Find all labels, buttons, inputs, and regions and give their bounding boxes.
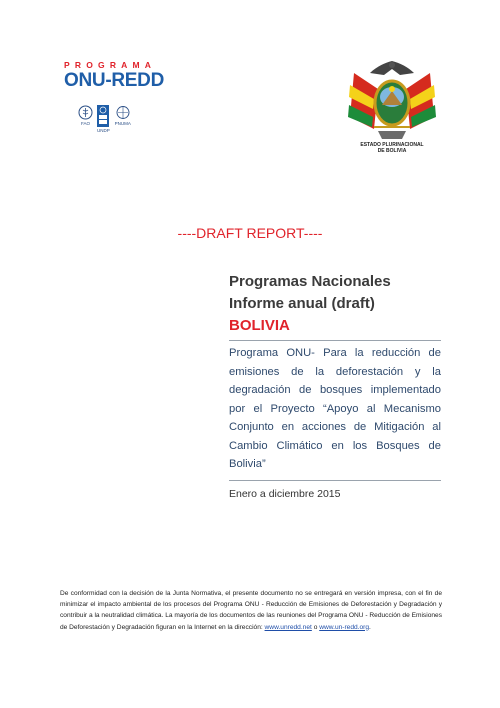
title-block: [229, 271, 441, 500]
fao-label: FAO: [80, 121, 90, 126]
report-period: Enero a diciembre 2015: [229, 487, 341, 500]
link-un-redd-org[interactable]: www.un-redd.org: [319, 623, 370, 631]
undp-logo: [97, 105, 110, 133]
logo-programa-text: PROGRAMA: [64, 60, 157, 70]
onu-redd-logo: [64, 60, 184, 92]
coat-caption-line1: ESTADO PLURINACIONAL: [360, 142, 424, 148]
footnote-separator: o: [313, 623, 318, 631]
footnote: [60, 588, 442, 633]
program-description: Programa ONU- Para la reducción de emisiones de la deforestación y la degradación de bosques implementado por el Proyecto “Apoyo al Mecanismo Conjunto en acciones de Mitigación al Cambio Climático en los Bosques de Bolivia”: [229, 347, 441, 470]
pnuma-icon: [114, 105, 132, 120]
footnote-end: .: [369, 623, 371, 631]
title-country: BOLIVIA: [229, 317, 290, 334]
coat-caption-line2: DE BOLIVIA: [377, 148, 407, 154]
pnuma-label: PNUMA: [114, 121, 131, 126]
partner-logos: [78, 105, 132, 133]
draft-report-heading: ----DRAFT REPORT----: [177, 225, 323, 241]
coat-caption: [346, 142, 438, 154]
title-line-2: Informe anual (draft): [229, 295, 375, 312]
footnote-text: De conformidad con la decisión de la Junta Normativa, el presente documento no se entregará en versión impresa, con el fin de minimizar el impacto ambiental de los procesos del Programa ONU - Reducción de Emisiones de Deforestación y Degradación y contribuir a la neutralidad climática. La mayoría de los documentos de las reuniones del Programa ONU - Reducción de Emisiones de Deforestación y Degradación figuran en la Internet en la dirección:: [60, 590, 442, 631]
bolivia-coat-of-arms-icon: [344, 55, 440, 143]
fao-logo: [78, 105, 93, 126]
link-unredd-net[interactable]: www.unredd.net: [264, 623, 312, 631]
fao-icon: [78, 105, 93, 120]
logo-onu-redd-text: ONU-REDD: [64, 70, 164, 91]
undp-icon: [97, 105, 109, 127]
pnuma-logo: [114, 105, 132, 126]
title-line-1: Programas Nacionales: [229, 273, 391, 290]
undp-label: UNDP: [97, 128, 110, 133]
